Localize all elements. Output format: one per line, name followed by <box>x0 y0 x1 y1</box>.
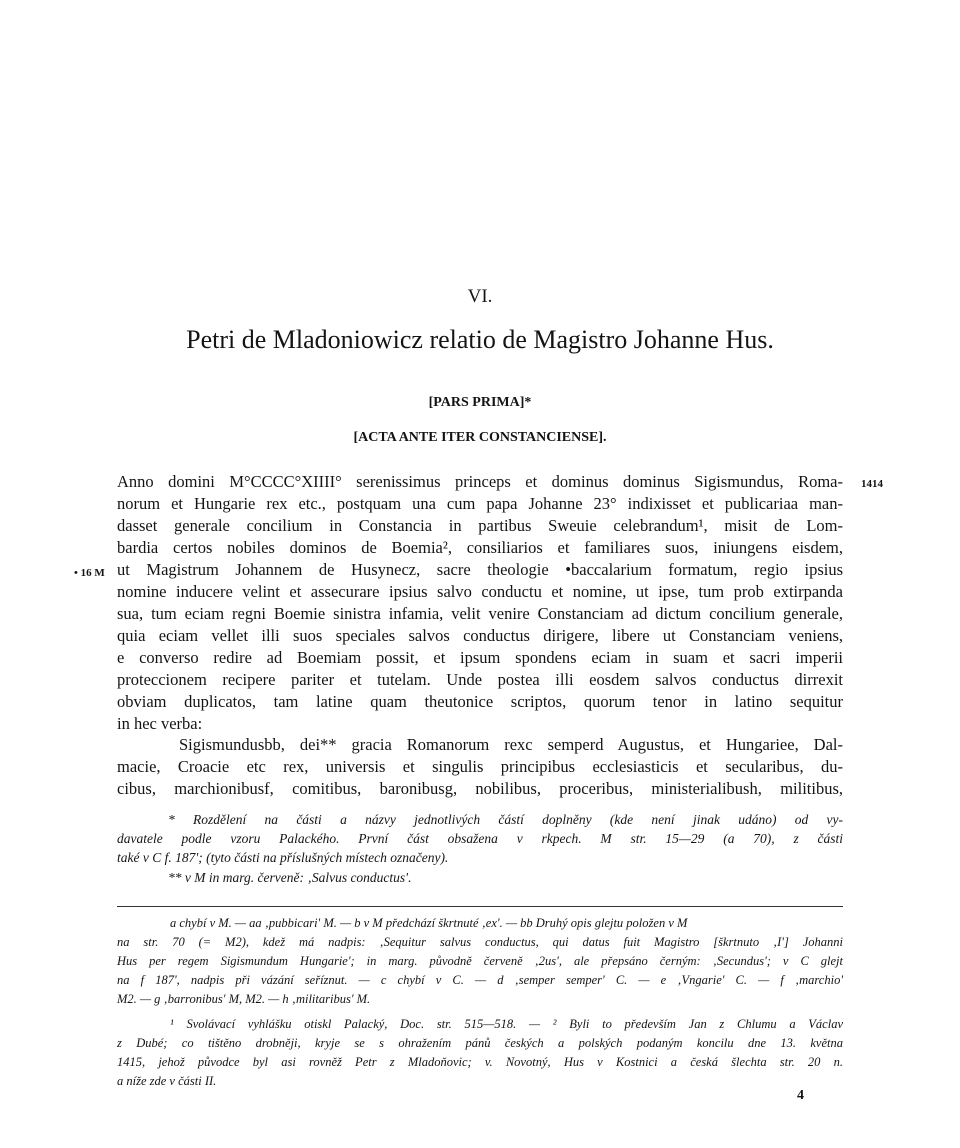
body-line: Anno domini M°CCCC°XIIII° serenissimus princeps et dominus dominus Sigismundus, Roma- <box>117 472 843 491</box>
footnote-line: ¹ Svolávací vyhlášku otiskl Palacký, Doc. str. 515—518. — ² Byli to především Jan z Chlumu a Václav <box>170 1017 843 1031</box>
chapter-number: VI. <box>467 286 493 307</box>
apparatus-line: na f 187', nadpis při vázání seříznut. — c chybí v C. — d ‚semper semper' C. — e ‚Vngarie' C. — f ‚marchio' <box>117 973 843 987</box>
body-line: nomine inducere velint et assecurare ipsius salvo conductu et nomine, ut ipse, tum prob extirpanda <box>117 582 843 601</box>
footnote-line: a níže zde v části II. <box>117 1074 217 1088</box>
section-heading: [ACTA ANTE ITER CONSTANCIENSE]. <box>353 430 607 445</box>
editor-note-line: také v C f. 187'; (tyto části na příslušných místech označeny). <box>117 850 449 865</box>
page-number: 4 <box>797 1088 804 1103</box>
letter-line: Sigismundusbb, dei** gracia Romanorum rexc semperd Augustus, et Hungariee, Dal- <box>179 735 843 754</box>
body-line: quia eciam vellet illi suos speciales salvos conductus dirigere, libere ut Constanciam veniens, <box>117 626 843 645</box>
apparatus-line: M2. — g ‚barronibus' M, M2. — h ‚militaribus' M. <box>117 992 371 1006</box>
margin-year: 1414 <box>861 478 883 490</box>
editor-note-line: ** v M in marg. červeně: ‚Salvus conductus'. <box>168 870 412 885</box>
body-line: ut Magistrum Johannem de Husynecz, sacre theologie •baccalarium formatum, regio ipsius <box>117 560 843 579</box>
apparatus-line: Hus per regem Sigismundum Hungarie'; in marg. původně červeně ‚2us', ale přepsáno černým: ‚Secundus'; v C glejt <box>117 954 843 968</box>
letter-line: macie, Croacie etc rex, universis et singulis principibus ecclesiasticis et secularibus, du- <box>117 757 843 776</box>
body-line: norum et Hungarie rex etc., postquam una cum papa Johanne 23° indixisset et publicariaa man- <box>117 494 843 513</box>
footnote-divider <box>117 906 843 907</box>
apparatus-line: na str. 70 (= M2), kdež má nadpis: ‚Sequitur salvus conductus, qui datus fuit Magistro [škrtnuto ‚I'] Johanni <box>117 935 843 949</box>
body-line: e converso redire ad Boemiam possit, et ipsum spondens eciam in suam et sacri imperii <box>117 648 843 667</box>
letter-line: cibus, marchionibusf, comitibus, baronibusg, nobilibus, proceribus, ministerialibush, militibus, <box>117 779 843 798</box>
editor-note-line: * Rozdělení na části a názvy jednotlivých částí doplněny (kde není jinak udáno) od vy- <box>168 812 843 827</box>
body-line: sua, tum eciam regni Boemie sinistra infamia, velit venire Constanciam ad dictum concilium generale, <box>117 604 843 623</box>
body-line: obviam duplicatos, tam latine quam theutonice scriptos, quorum tenor in latino sequitur <box>117 692 843 711</box>
part-heading: [PARS PRIMA]* <box>428 395 532 410</box>
page-title: Petri de Mladoniowicz relatio de Magistro Johanne Hus. <box>186 325 774 354</box>
margin-folio: • 16 M <box>74 567 105 579</box>
apparatus-line: a chybí v M. — aa ‚pubbicari' M. — b v M předchází škrtnuté ‚ex'. — bb Druhý opis glejtu položen v M <box>170 916 688 930</box>
body-line: in hec verba: <box>117 714 203 733</box>
body-line: bardia certos nobiles dominos de Boemia², consiliarios et familiares suos, iniungens eisdem, <box>117 538 843 557</box>
body-line: dasset generale concilium in Constancia in partibus Sweuie celebrandum¹, misit de Lom- <box>117 516 843 535</box>
editor-note-line: davatele podle vzoru Palackého. První část obsažena v rkpech. M str. 15—29 (a 70), z části <box>117 831 843 846</box>
body-line: proteccionem recipere pariter et tutelam. Unde postea illi eosdem salvos conductus dirrexit <box>117 670 843 689</box>
footnote-line: 1415, jehož původce byl asi rovněž Petr z Mladoňovic; v. Novotný, Hus v Kostnici a česká šlechta str. 20 n. <box>117 1055 843 1069</box>
footnote-line: z Dubé; co tištěno drobněji, kryje se s ohražením pánů českých a polských podaným koncilu dne 13. května <box>117 1036 843 1050</box>
